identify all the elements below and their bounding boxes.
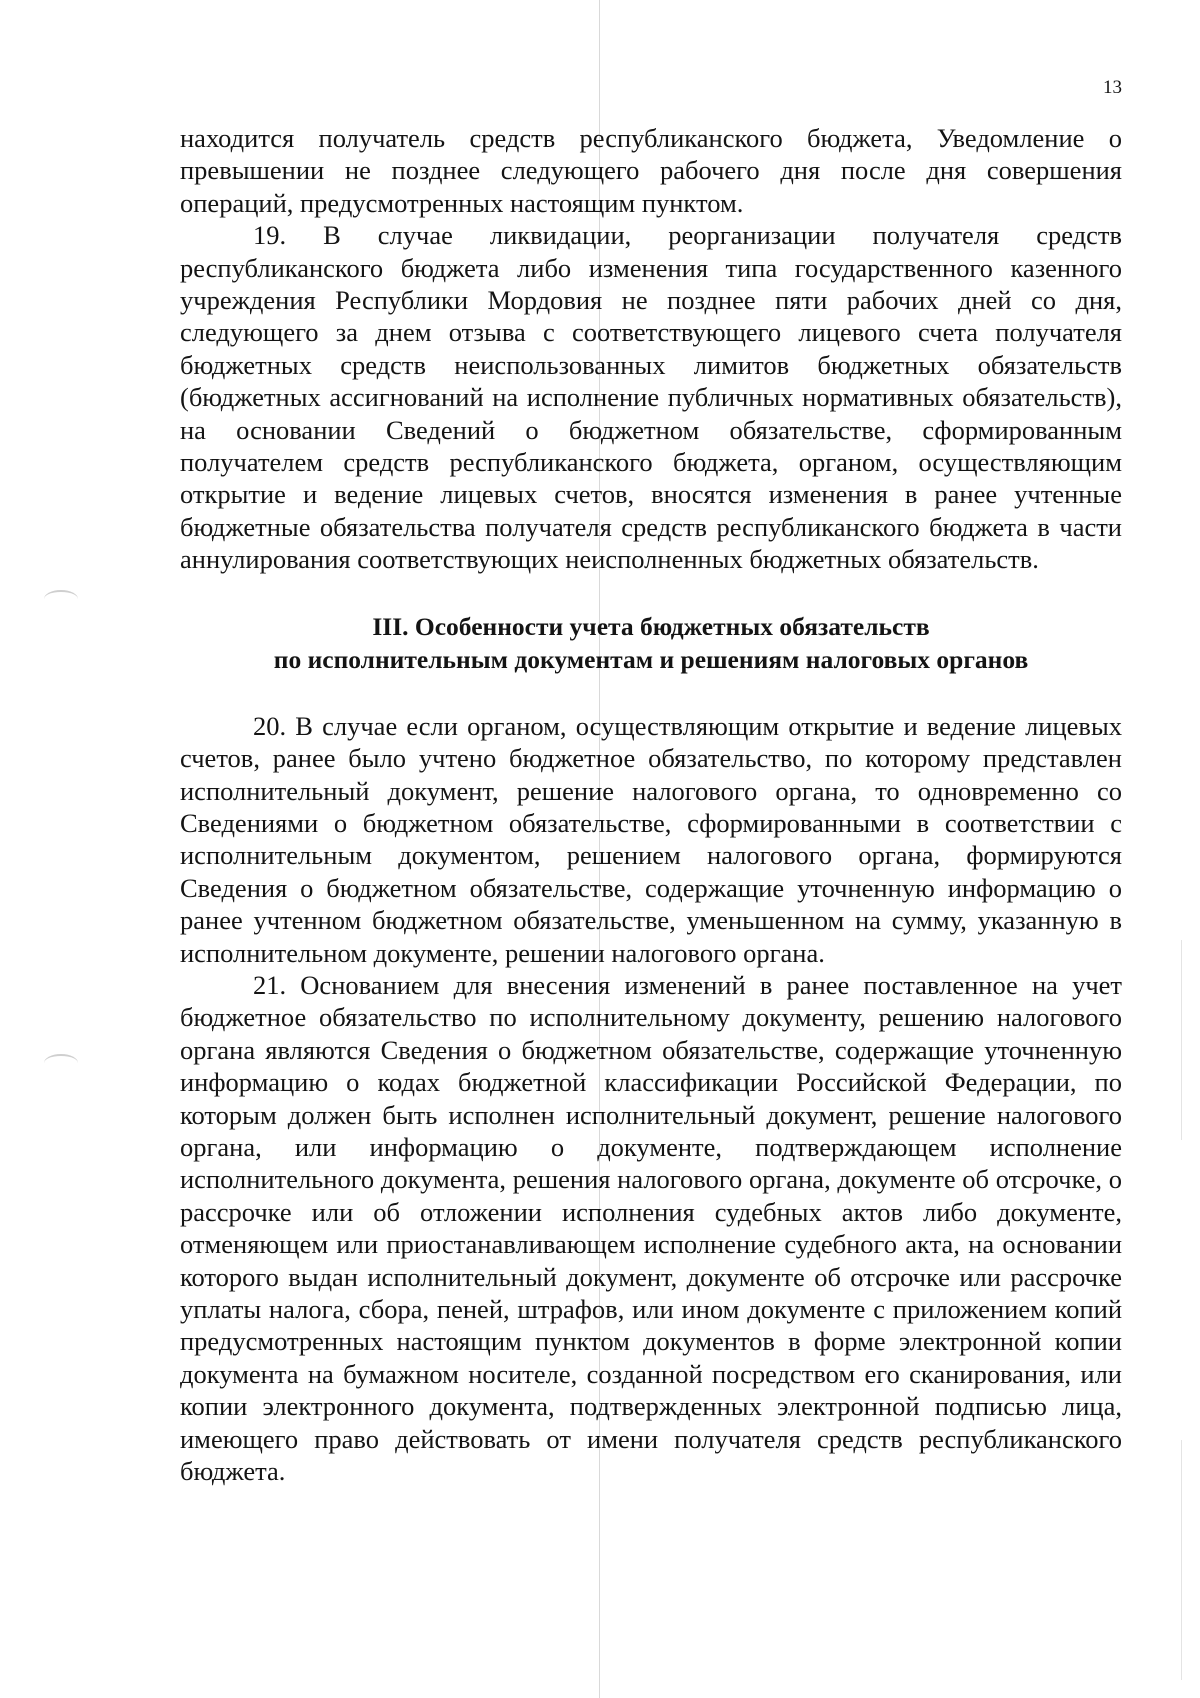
section-heading-line-1: III. Особенности учета бюджетных обязательств: [372, 611, 930, 641]
paragraph-continuation: находится получатель средств республиканского бюджета, Уведомление о превышении не позднее следующего рабочего дня после дня совершения операций, предусмотренных настоящим пунктом.: [180, 123, 1122, 218]
scan-edge-mark: [1181, 940, 1182, 1140]
punch-hole-mark: [44, 590, 78, 608]
scan-edge-mark: [1181, 1440, 1182, 1680]
punch-hole-mark: [44, 1054, 78, 1072]
paragraph-21: 21. Основанием для внесения изменений в ранее поставленное на учет бюджетное обязательство по исполнительному документу, решению налогового органа являются Сведения о бюджетном обязательстве, содержащие уточненную информацию о кодах бюджетной классификации Российской Федерации, по которым должен быть исполнен исполнительный документ, решение налогового органа, или информацию о документе, подтверждающем исполнение исполнительного документа, решения налогового органа, документе об отсрочке, о рассрочке или об отложении исполнения судебных актов либо документе, отменяющем или приостанавливающем исполнение судебного акта, на основании которого выдан исполнительный документ, документе об отсрочке или рассрочке уплаты налога, сбора, пеней, штрафов, или ином документе с приложением копий предусмотренных настоящим пунктом документов в форме электронной копии документа на бумажном носителе, созданной посредством его сканирования, или копии электронного документа, подтвержденных электронной подписью лица, имеющего право действовать от имени получателя средств республиканского бюджета.: [180, 969, 1122, 1487]
document-body: [180, 122, 1122, 1487]
page-number: 13: [1103, 77, 1122, 98]
section-heading-line-2: по исполнительным документам и решениям налоговых органов: [273, 644, 1029, 674]
paragraph-20: 20. В случае если органом, осуществляющим открытие и ведение лицевых счетов, ранее было учтено бюджетное обязательство, по которому представлен исполнительный документ, решение налогового органа, то одновременно со Сведениями о бюджетном обязательстве, сформированными в соответствии с исполнительным документом, решением налогового органа, формируются Сведения о бюджетном обязательстве, содержащие уточненную информацию о ранее учтенном бюджетном обязательстве, уменьшенном на сумму, указанную в исполнительном документе, решении налогового органа.: [180, 710, 1122, 968]
paragraph-19: 19. В случае ликвидации, реорганизации получателя средств республиканского бюджета либо изменения типа государственного казенного учреждения Республики Мордовия не позднее пяти рабочих дней со дня, следующего за днем отзыва с соответствующего лицевого счета получателя бюджетных средств неиспользованных лимитов бюджетных обязательств (бюджетных ассигнований на исполнение публичных нормативных обязательств), на основании Сведений о бюджетном обязательстве, сформированным получателем средств республиканского бюджета, органом, осуществляющим открытие и ведение лицевых счетов, вносятся изменения в ранее учтенные бюджетные обязательства получателя средств республиканского бюджета в части аннулирования соответствующих неисполненных бюджетных обязательств.: [180, 220, 1122, 575]
section-heading: [180, 610, 1122, 676]
